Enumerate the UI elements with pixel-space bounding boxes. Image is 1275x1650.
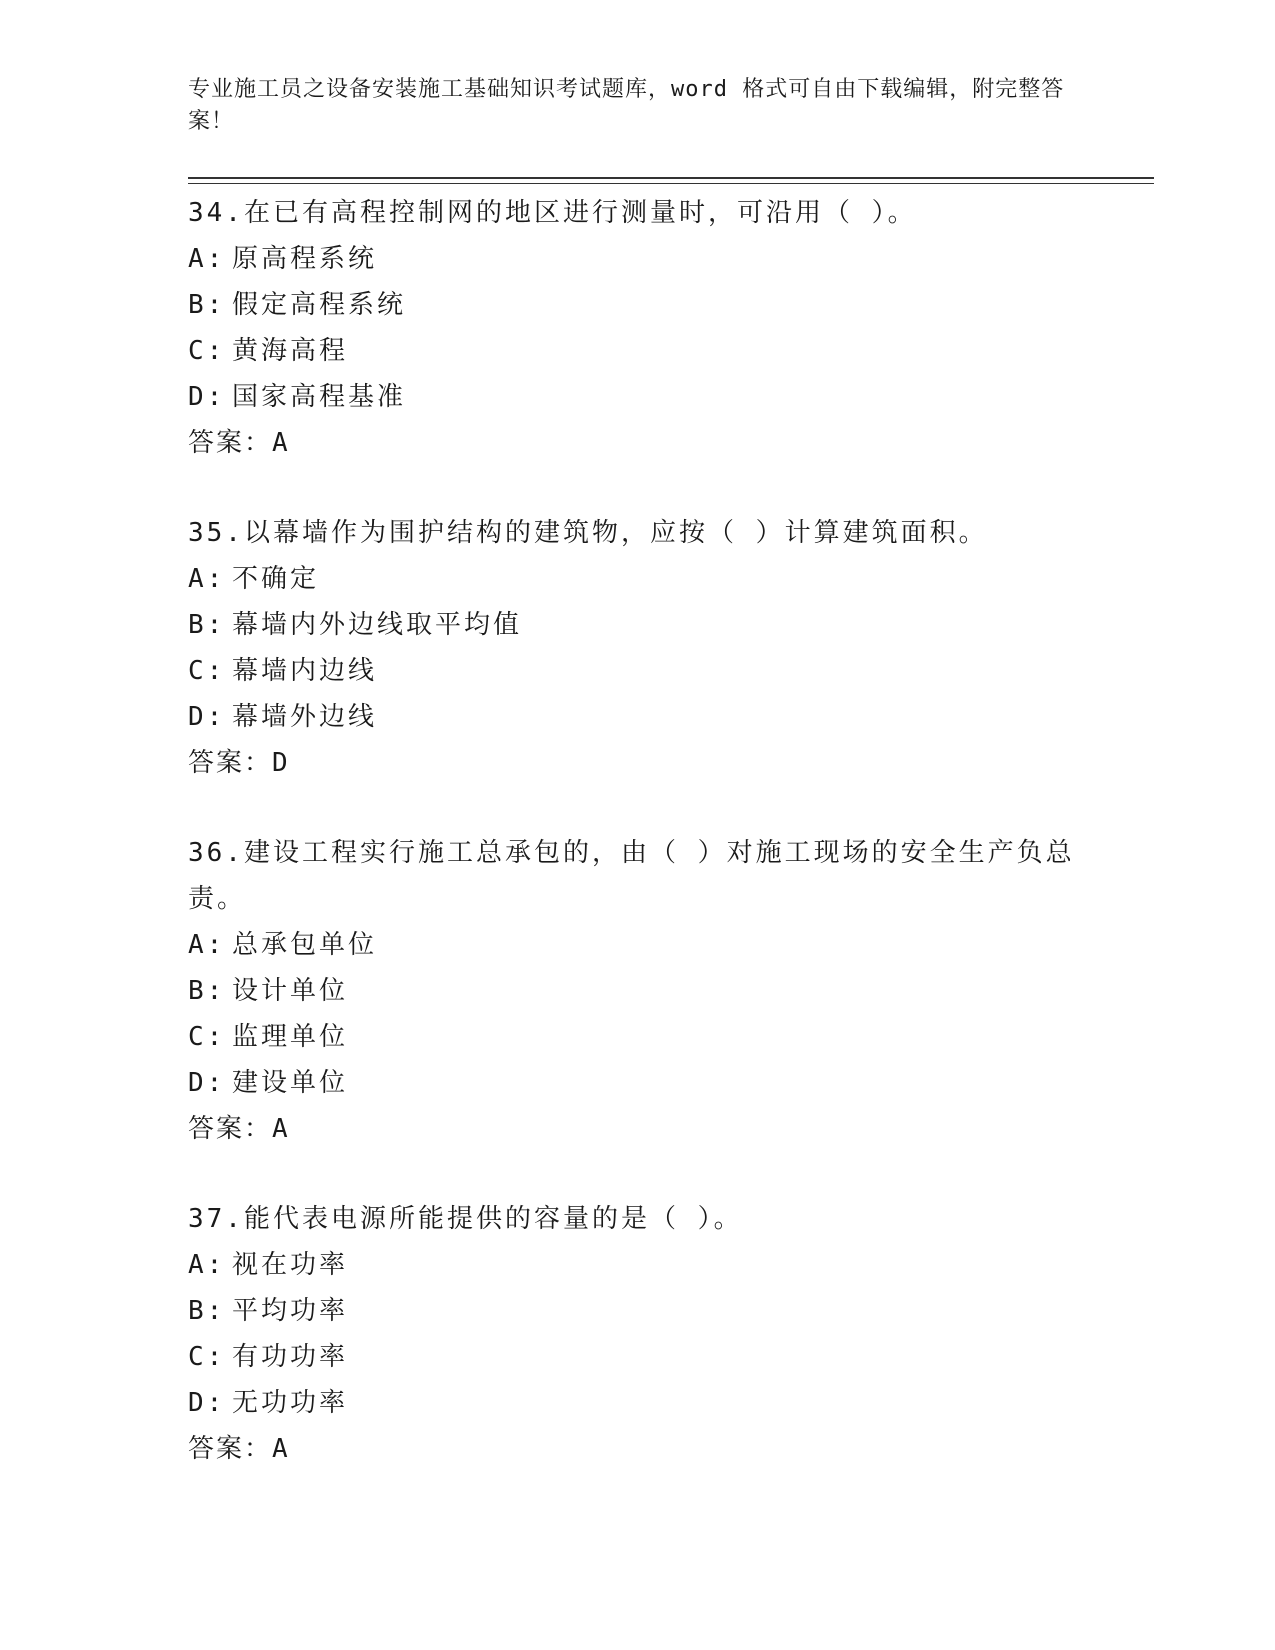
option-letter: D: xyxy=(188,1388,226,1418)
option-text: 幕墙内边线 xyxy=(232,656,378,686)
option-text: 平均功率 xyxy=(232,1296,349,1326)
option-b xyxy=(188,968,1088,1014)
option-d xyxy=(188,1380,1088,1426)
question-37 xyxy=(188,1196,1088,1472)
option-text: 视在功率 xyxy=(232,1250,349,1280)
option-letter: C: xyxy=(188,656,226,686)
option-letter: B: xyxy=(188,290,226,320)
document-header: 专业施工员之设备安装施工基础知识考试题库，word 格式可自由下载编辑，附完整答案！ xyxy=(188,77,1065,134)
option-text: 国家高程基准 xyxy=(232,382,407,412)
option-letter: D: xyxy=(188,702,226,732)
option-a xyxy=(188,1242,1088,1288)
option-b xyxy=(188,282,1088,328)
option-c xyxy=(188,328,1088,374)
question-35 xyxy=(188,510,1088,786)
option-text: 假定高程系统 xyxy=(232,290,407,320)
question-stem: 34.在已有高程控制网的地区进行测量时，可沿用（ ）。 xyxy=(188,198,917,228)
header-divider-thin xyxy=(188,183,1154,184)
option-text: 总承包单位 xyxy=(232,930,378,960)
question-stem: 36.建设工程实行施工总承包的，由（ ）对施工现场的安全生产负总责。 xyxy=(188,838,1075,914)
option-letter: D: xyxy=(188,382,226,412)
option-b xyxy=(188,602,1088,648)
option-d xyxy=(188,694,1088,740)
option-text: 设计单位 xyxy=(232,976,349,1006)
option-c xyxy=(188,1014,1088,1060)
question-stem: 35.以幕墙作为围护结构的建筑物，应按（ ）计算建筑面积。 xyxy=(188,518,988,548)
question-34 xyxy=(188,190,1088,466)
option-text: 幕墙内外边线取平均值 xyxy=(232,610,523,640)
option-letter: A: xyxy=(188,930,226,960)
option-text: 不确定 xyxy=(232,564,320,594)
option-a xyxy=(188,556,1088,602)
option-b xyxy=(188,1288,1088,1334)
option-text: 原高程系统 xyxy=(232,244,378,274)
option-letter: B: xyxy=(188,1296,226,1326)
option-letter: A: xyxy=(188,244,226,274)
option-d xyxy=(188,374,1088,420)
option-text: 建设单位 xyxy=(232,1068,349,1098)
answer-line: 答案：A xyxy=(188,428,290,458)
option-letter: C: xyxy=(188,1022,226,1052)
option-c xyxy=(188,1334,1088,1380)
option-text: 幕墙外边线 xyxy=(232,702,378,732)
option-letter: B: xyxy=(188,976,226,1006)
option-letter: A: xyxy=(188,1250,226,1280)
answer-line: 答案：A xyxy=(188,1114,290,1144)
question-stem: 37.能代表电源所能提供的容量的是（ ）。 xyxy=(188,1204,743,1234)
option-letter: D: xyxy=(188,1068,226,1098)
header-divider-thick xyxy=(188,177,1154,179)
option-c xyxy=(188,648,1088,694)
question-36 xyxy=(188,830,1088,1152)
option-letter: C: xyxy=(188,336,226,366)
option-d xyxy=(188,1060,1088,1106)
option-text: 监理单位 xyxy=(232,1022,349,1052)
option-letter: A: xyxy=(188,564,226,594)
option-a xyxy=(188,236,1088,282)
answer-line: 答案：D xyxy=(188,748,290,778)
answer-line: 答案：A xyxy=(188,1434,290,1464)
option-letter: C: xyxy=(188,1342,226,1372)
question-list xyxy=(188,190,1088,1516)
option-text: 有功功率 xyxy=(232,1342,349,1372)
option-letter: B: xyxy=(188,610,226,640)
option-text: 黄海高程 xyxy=(232,336,349,366)
option-text: 无功功率 xyxy=(232,1388,349,1418)
option-a xyxy=(188,922,1088,968)
